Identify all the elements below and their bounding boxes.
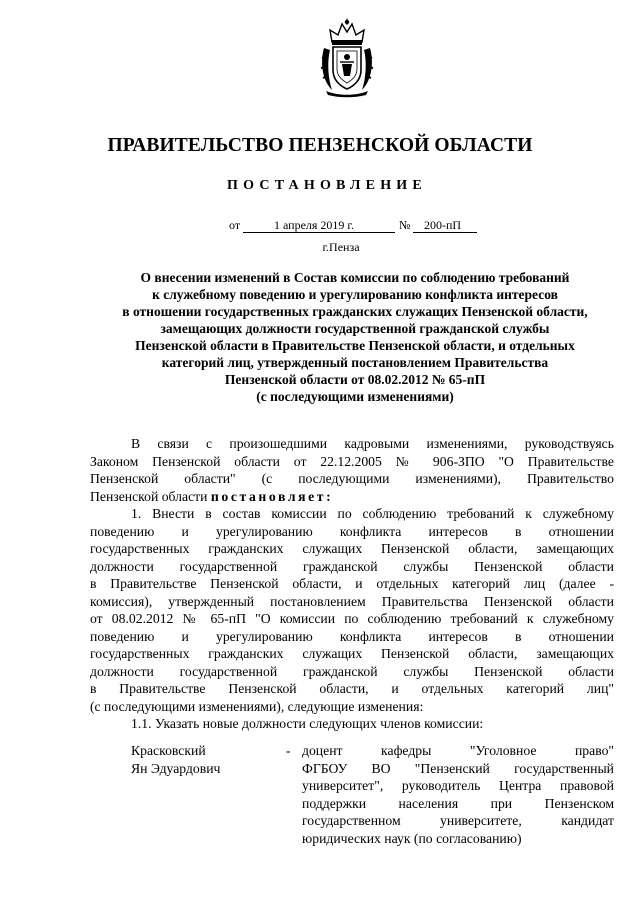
document-subject [90, 269, 620, 405]
member-description-line: ФГБОУ ВО "Пензенский государственный [302, 760, 614, 776]
preamble-line: Пензенской области" (с последующими изменениями), Правительство [90, 471, 614, 486]
preamble-line: В связи с произошедшими кадровыми изменениями, руководствуясь [131, 436, 614, 451]
item1-line: от 08.02.2012 № 65-пП "О комиссии по соблюдению требований к служебному [90, 611, 614, 626]
subject-line: к служебному поведению и урегулированию конфликта интересов [152, 287, 558, 302]
member-dash: - [286, 743, 291, 758]
item1-line: в Правительстве Пензенской области, и отдельных категорий лиц" [90, 681, 614, 696]
document-date: 1 апреля 2019 г. [274, 218, 354, 232]
item1-line: (с последующими изменениями), следующие изменения: [90, 698, 424, 714]
date-prefix: от [229, 218, 241, 232]
subject-line: категорий лиц, утвержденный постановлением Правительства [161, 355, 549, 370]
document-type: ПОСТАНОВЛЕНИЕ [227, 178, 427, 193]
subject-line: замещающих должности государственной гражданской службы [160, 321, 550, 336]
item1-1-heading: 1.1. Указать новые должности следующих членов комиссии: [131, 716, 484, 731]
resolves-word: постановляет: [210, 488, 334, 504]
subject-line: (с последующими изменениями) [256, 389, 454, 404]
member-surname: Красковский [131, 743, 206, 758]
document-body [90, 435, 614, 733]
coat-of-arms-emblem [318, 18, 376, 98]
member-name [131, 742, 291, 777]
subject-line: в отношении государственных гражданских служащих Пензенской области, [122, 304, 588, 319]
member-description-line: юридических наук (по согласованию) [302, 830, 522, 846]
item1-line: государственных гражданских служащих Пензенской области, замещающих [90, 541, 614, 556]
item1-line: государственных гражданских служащих Пензенской области, замещающих [90, 646, 614, 661]
subject-line: О внесении изменений в Состав комиссии по соблюдению требований [140, 270, 570, 285]
preamble-last-line [90, 488, 614, 506]
member-description-line: государственном университете, кандидат [302, 813, 614, 828]
subject-line: Пензенской области от 08.02.2012 № 65-пП [224, 372, 486, 387]
member-given-names: Ян Эдуардович [131, 760, 221, 776]
member-description-line: поддержки населения при Пензенском [302, 795, 614, 811]
city: г.Пенза [322, 240, 360, 254]
item1-line: поведению и урегулированию конфликта интересов в отношении [90, 628, 614, 644]
member-description-line: доцент кафедры "Уголовное право" [302, 743, 614, 758]
member-description-line: университет", руководитель Центра правовой [302, 778, 614, 793]
item1-line: 1. Внести в состав комиссии по соблюдению требований к служебному [131, 506, 614, 521]
document-number: 200-пП [424, 218, 462, 232]
member-description [302, 742, 614, 847]
item1-line: должности государственной гражданской службы Пензенской области [90, 663, 614, 679]
subject-line: Пензенской области в Правительстве Пензенской области, и отдельных [135, 338, 575, 353]
item1-line: поведению и урегулированию конфликта интересов в отношении [90, 523, 614, 539]
government-title: ПРАВИТЕЛЬСТВО ПЕНЗЕНСКОЙ ОБЛАСТИ [107, 135, 533, 156]
preamble-line: Законом Пензенской области от 22.12.2005 № 906-ЗПО "О Правительстве [90, 453, 614, 469]
number-sign: № [399, 218, 411, 232]
preamble-prefix: Пензенской области [90, 488, 211, 504]
item1-line: комиссия), утвержденный постановлением Правительства Пензенской области [90, 593, 614, 609]
item1-line: должности государственной гражданской службы Пензенской области [90, 558, 614, 574]
item1-line: в Правительстве Пензенской области, и отдельных категорий лиц (далее - [90, 576, 614, 591]
